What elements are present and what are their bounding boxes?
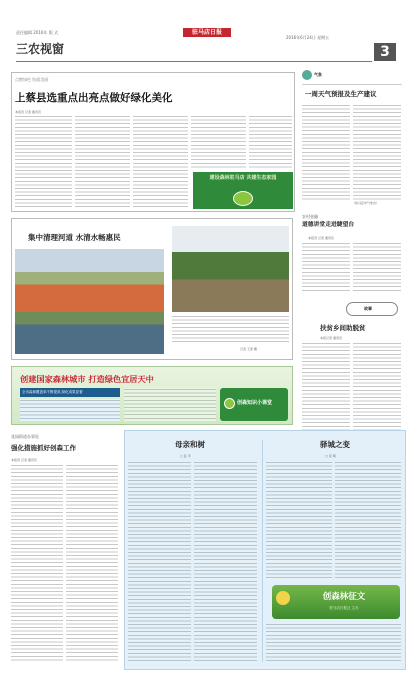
lead-ad-text: 建设森林驻马店 共建生态家园 — [209, 175, 277, 181]
photo-credit: 记者 王雷 摄 — [240, 347, 257, 351]
lead-ad-box — [193, 172, 293, 209]
lecture-text-col-2 — [353, 242, 401, 292]
essay-right-col-1 — [266, 461, 332, 581]
forest-text-mid — [124, 388, 216, 421]
forest-banner — [11, 366, 293, 425]
header-meta: 责任编辑 2016年 版 式 — [16, 30, 58, 35]
lead-text-col-5 — [249, 115, 292, 170]
header-rule — [16, 61, 372, 62]
lead-headline: 上蔡县选重点出亮点做好绿化美化 — [15, 92, 173, 104]
story-byline: 本报记者 通讯员 — [320, 336, 342, 340]
essay-right-headline: 驿城之变 — [320, 440, 350, 449]
essay-badge-sub: 驻马店日报社 主办 — [329, 606, 359, 610]
story-headline: 扶贫乡间助脱贫 — [320, 324, 366, 332]
weather-text-col-2 — [353, 104, 401, 200]
lecture-tag: 农村金融 — [302, 214, 318, 219]
lead-text-col-1 — [15, 115, 72, 208]
photo-caption-text — [172, 315, 289, 343]
lead-text-col-4 — [191, 115, 246, 170]
flower-headline: 强化措施抓好创森工作 — [11, 444, 76, 452]
weather-headline: 一周天气预报及生产建议 — [305, 90, 377, 98]
weather-icon — [302, 70, 312, 80]
essay-badge-text: 创森林征文 — [322, 592, 366, 602]
essay-right-col-3 — [266, 623, 401, 663]
essay-right-byline: □ 宋 明 — [325, 454, 336, 458]
essay-left-byline: □ 张 平 — [180, 454, 191, 458]
lecture-headline: 道德讲堂走进睫望台 — [302, 222, 355, 228]
flower-text-col-2 — [66, 464, 118, 662]
photo-headline: 集中清理河道 水清水畅惠民 — [28, 233, 121, 242]
page-number: 3 — [374, 43, 396, 61]
essay-badge — [272, 585, 400, 619]
forest-logo-icon — [233, 191, 253, 206]
flower-text-col-1 — [11, 464, 63, 662]
sun-icon — [276, 591, 290, 605]
essay-left-headline: 母亲和树 — [175, 440, 205, 449]
weather-text-col-1 — [302, 104, 350, 200]
river-photo-left — [15, 249, 164, 354]
lead-kicker: 点燃绿色 绘就美丽 — [15, 77, 49, 82]
weather-tag: 气象 — [314, 72, 322, 77]
flower-tag: 花园街道办事处 — [11, 434, 39, 439]
date-line: 2016年6月24日 星期五 — [286, 35, 330, 40]
forest-class-box — [220, 388, 288, 421]
story-tag-box — [346, 302, 398, 316]
masthead: 驻马店日报 — [183, 28, 231, 37]
forest-headline: 创建国家森林城市 打造绿色宜居天中 — [20, 374, 154, 384]
story-tag: 故事 — [364, 306, 372, 311]
forest-small-left: 全市森林覆盖率不断提高 绿化成果显著 — [20, 388, 120, 397]
weather-credit: （驻马店市气象台） — [352, 201, 380, 205]
lead-text-col-2 — [75, 115, 130, 208]
flower-byline: 本报讯 记者 通讯员 — [11, 458, 37, 462]
essay-left-col-2 — [194, 461, 257, 663]
lead-byline: 本报讯 记者 通讯员 — [15, 110, 41, 114]
essay-right-col-2 — [335, 461, 401, 581]
forest-text-left — [20, 399, 120, 421]
lead-text-col-3 — [133, 115, 188, 208]
lecture-byline: 本报讯 记者 通讯员 — [308, 236, 334, 240]
leaf-logo-icon — [224, 398, 235, 409]
essay-left-col-1 — [128, 461, 191, 663]
river-photo-right — [172, 226, 289, 312]
forest-small-right: 创森知识小课堂 — [237, 400, 273, 406]
section-title: 三农视窗 — [16, 42, 65, 56]
lecture-text-col-1 — [302, 242, 350, 292]
